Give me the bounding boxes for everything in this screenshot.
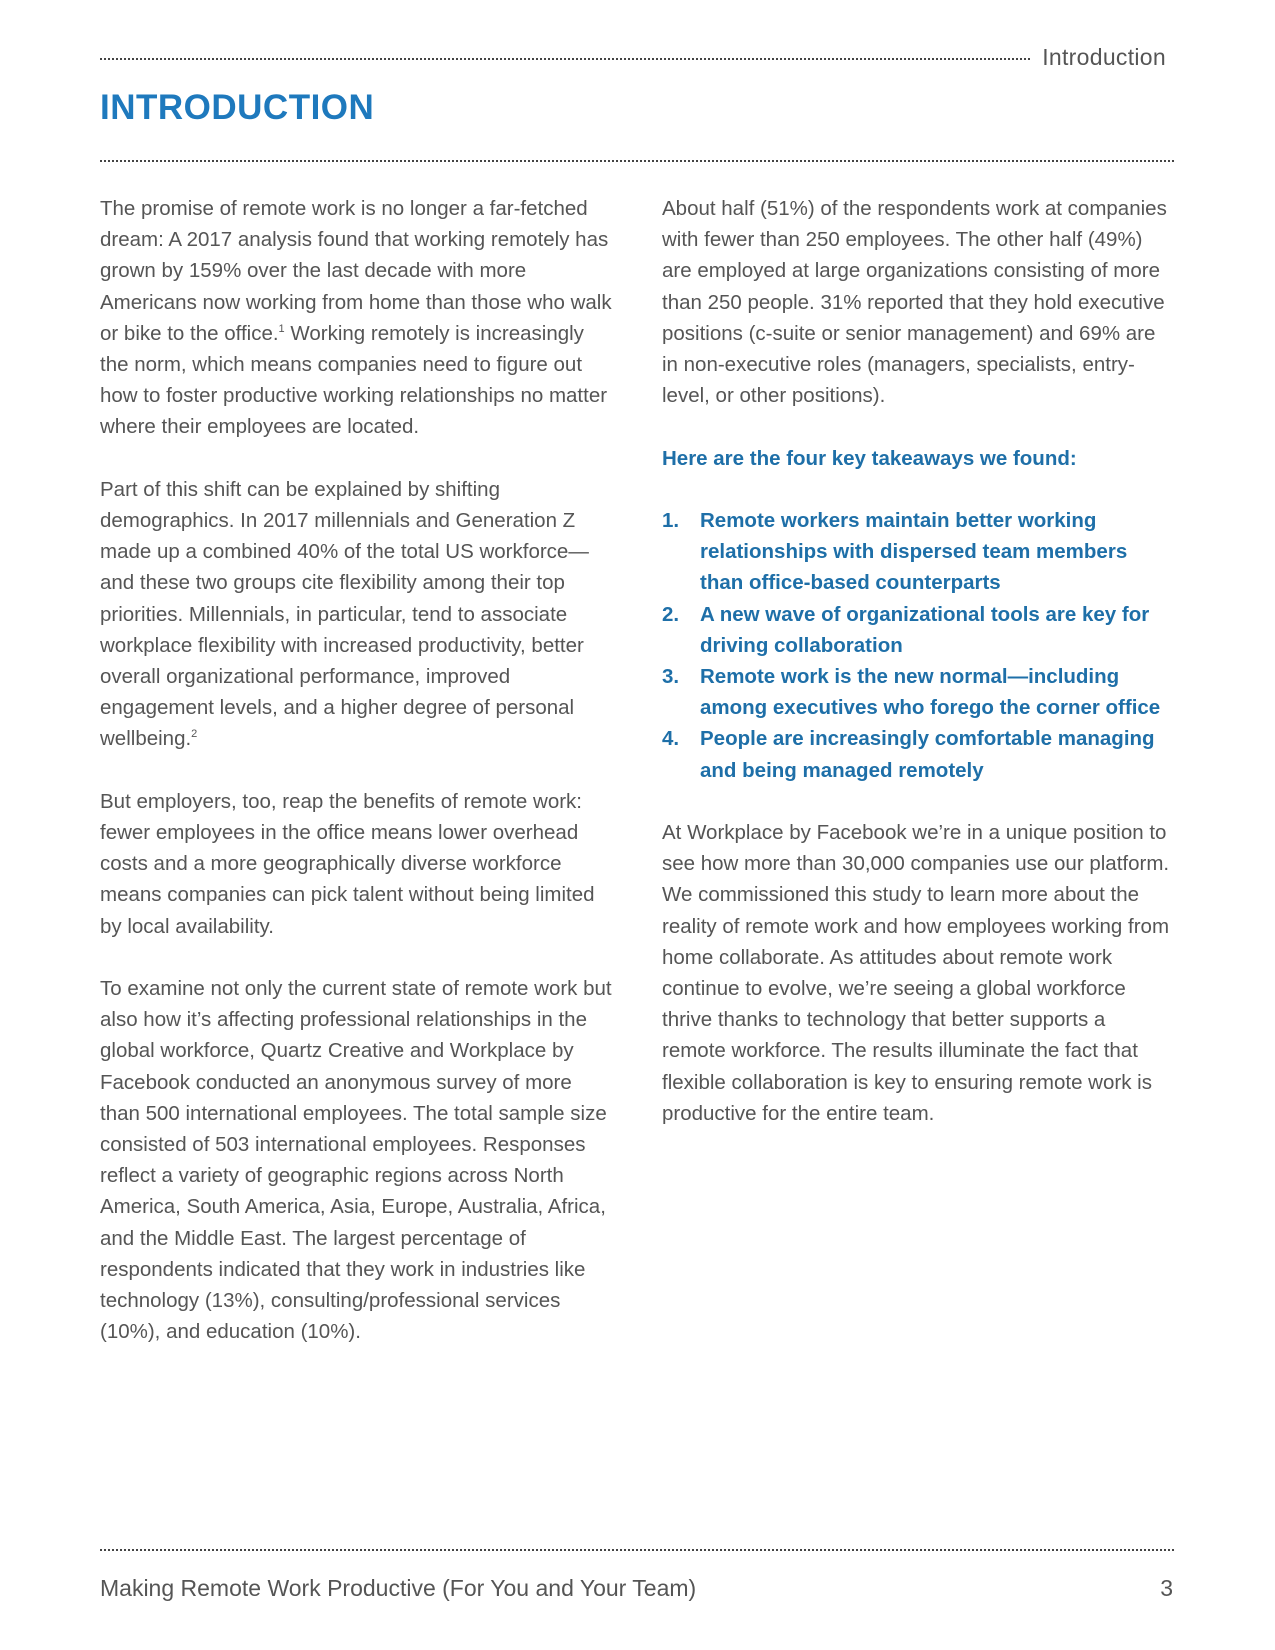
takeaways-heading: Here are the four key takeaways we found: [662, 446, 1077, 470]
takeaway-item [662, 661, 1174, 723]
footer-document-title: Making Remote Work Productive (For You and Your Team) [100, 1575, 697, 1601]
intro-paragraph-1 [100, 193, 612, 443]
right-column [662, 193, 1174, 1160]
intro-paragraph-1-text-b: Working remotely is increasingly the norm, which means companies need to figure out how to foster productive working relationships no matter where their employees are located. [100, 321, 608, 439]
footnote-ref-1: 1 [278, 322, 285, 335]
takeaways-list [662, 505, 1174, 786]
title-dotted-rule [100, 160, 1174, 162]
takeaway-item [662, 505, 1174, 599]
workplace-paragraph: At Workplace by Facebook we’re in a unique position to see how more than 30,000 companies use our platform. We commissioned this study to learn more about the reality of remote work and how employees working from home collaborate. As attitudes about remote work continue to evolve, we’re seeing a global workforce thrive thanks to technology that better supports a remote workforce. The results illuminate the fact that flexible collaboration is key to ensuring remote work is productive for the entire team. [662, 821, 1170, 1125]
footer-dotted-rule [100, 1549, 1174, 1551]
footnote-ref-2: 2 [191, 728, 198, 741]
intro-paragraph-2 [100, 474, 612, 755]
takeaway-number: 1. [662, 509, 680, 532]
page-title: INTRODUCTION [100, 88, 375, 127]
intro-paragraph-1-text-a: The promise of remote work is no longer a far-fetched dream: A 2017 analysis found that working remotely has grown by 159% over the last decade with more Americans now working from home than those who walk or bike to the office. [100, 197, 612, 345]
takeaway-text: Remote work is the new normal—including among executives who forego the corner office [700, 665, 1161, 720]
running-header [100, 44, 1166, 72]
takeaway-number: 2. [662, 602, 680, 626]
page-number: 3 [1160, 1575, 1173, 1601]
respondents-paragraph: About half (51%) of the respondents work at companies with fewer than 250 employees. The other half (49%) are employed at large organizations consisting of more than 250 people. 31% reported that they hold executive positions (c-suite or senior management) and 69% are in non-executive roles (managers, specialists, entry-level, or other positions). [662, 197, 1167, 408]
takeaway-text: Remote workers maintain better working relationships with dispersed team members than office-based counterparts [700, 509, 1128, 595]
intro-paragraph-3: But employers, too, reap the benefits of remote work: fewer employees in the office means lower overhead costs and a more geographically diverse workforce means companies can pick talent without being limited by local availability. [100, 789, 595, 938]
takeaway-number: 4. [662, 727, 680, 751]
section-label: Introduction [1042, 44, 1166, 70]
header-dotted-rule [100, 58, 1030, 60]
intro-paragraph-4: To examine not only the current state of remote work but also how it’s affecting professional relationships in the global workforce, Quartz Creative and Workplace by Facebook conducted an anonymous survey of more than 500 international employees. The total sample size consisted of 503 international employees. Responses reflect a variety of geographic regions across North America, South America, Asia, Europe, Australia, Africa, and the Middle East. The largest percentage of respondents indicated that they work in industries like technology (13%), consulting/professional services (10%), and education (10%). [100, 977, 612, 1344]
takeaway-number: 3. [662, 665, 680, 689]
takeaway-text: People are increasingly comfortable managing and being managed remotely [700, 727, 1155, 782]
intro-paragraph-2-text: Part of this shift can be explained by shifting demographics. In 2017 millennials and Generation Z made up a combined 40% of the total US workforce—and these two groups cite flexibility among their top priorities. Millennials, in particular, tend to associate workplace flexibility with increased productivity, better overall organizational performance, improved engagement levels, and a higher degree of personal wellbeing. [100, 477, 589, 751]
takeaway-text: A new wave of organizational tools are key for driving collaboration [700, 602, 1150, 657]
left-column [100, 193, 612, 1379]
takeaway-item [662, 723, 1174, 785]
takeaway-item [662, 599, 1174, 661]
